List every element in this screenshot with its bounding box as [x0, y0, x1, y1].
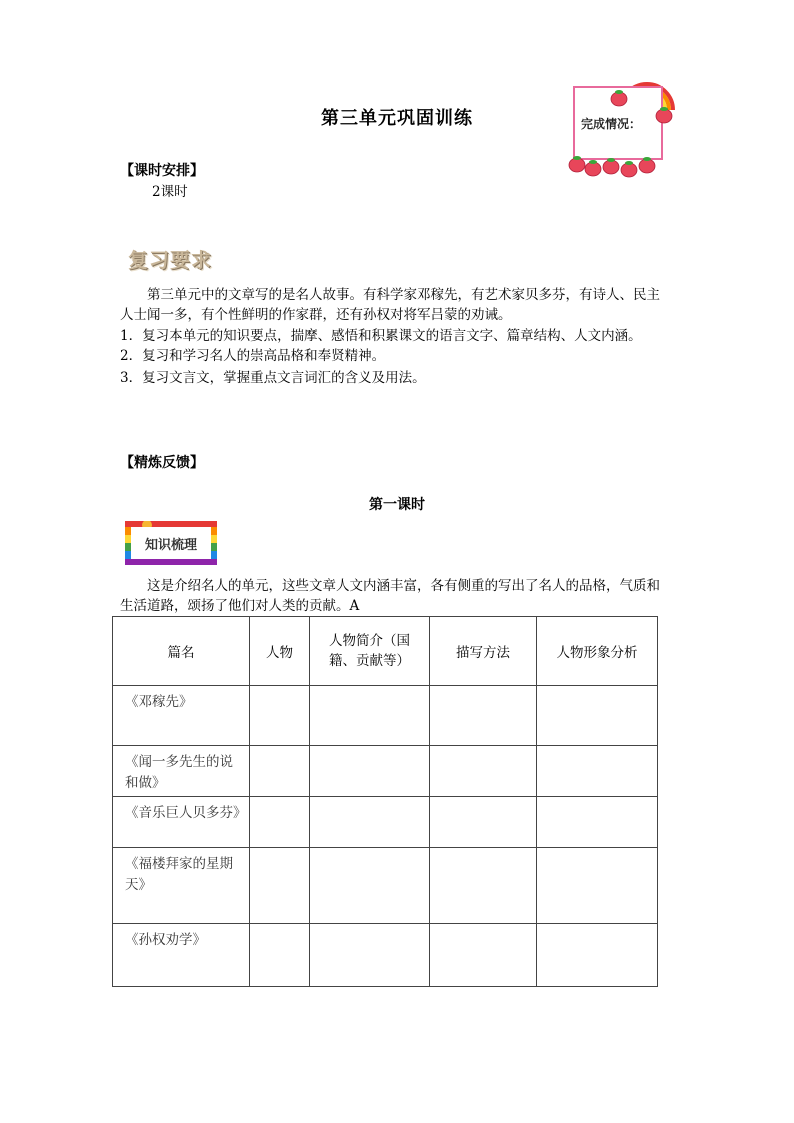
- review-item-3: 3．复习文言文，掌握重点文言词汇的含义及用法。: [120, 370, 426, 386]
- input-cell[interactable]: [250, 848, 310, 924]
- practice-heading: 【精炼反馈】: [120, 455, 204, 471]
- row-title: 《音乐巨人贝多芬》: [113, 797, 250, 848]
- input-cell[interactable]: [430, 746, 537, 797]
- input-cell[interactable]: [250, 797, 310, 848]
- input-cell[interactable]: [430, 848, 537, 924]
- input-cell[interactable]: [537, 848, 658, 924]
- lesson-title: 第一课时: [369, 497, 425, 513]
- header-title: 篇名: [113, 617, 250, 686]
- input-cell[interactable]: [537, 797, 658, 848]
- row-title: 《闻一多先生的说和做》: [113, 746, 250, 797]
- header-profile: 人物简介（国籍、贡献等）: [310, 617, 430, 686]
- input-cell[interactable]: [310, 686, 430, 746]
- review-item-2: 2．复习和学习名人的崇高品格和奉贤精神。: [120, 348, 386, 364]
- schedule-value: 2课时: [152, 184, 188, 200]
- row-title: 《邓稼先》: [113, 686, 250, 746]
- table-header-row: [113, 617, 658, 686]
- input-cell[interactable]: [310, 797, 430, 848]
- input-cell[interactable]: [430, 797, 537, 848]
- input-cell[interactable]: [430, 686, 537, 746]
- input-cell[interactable]: [310, 746, 430, 797]
- summary-table: [112, 616, 658, 987]
- input-cell[interactable]: [537, 924, 658, 987]
- input-cell[interactable]: [310, 848, 430, 924]
- knowledge-heading-box: [131, 527, 211, 559]
- header-method: 描写方法: [430, 617, 537, 686]
- knowledge-heading: 知识梳理: [144, 537, 197, 553]
- completion-badge: [563, 70, 681, 182]
- header-person: 人物: [250, 617, 310, 686]
- table-row: [113, 797, 658, 848]
- row-title: 《福楼拜家的星期天》: [113, 848, 250, 924]
- knowledge-intro: 这是介绍名人的单元，这些文章人文内涵丰富，各有侧重的写出了名人的品格，气质和生活道路，颂扬了他们对人类的贡献。A: [120, 578, 660, 614]
- input-cell[interactable]: [537, 686, 658, 746]
- input-cell[interactable]: [250, 924, 310, 987]
- input-cell[interactable]: [310, 924, 430, 987]
- review-heading: 复习要求: [128, 248, 212, 272]
- schedule-heading: 【课时安排】: [120, 163, 204, 179]
- input-cell[interactable]: [430, 924, 537, 987]
- header-analysis: 人物形象分析: [537, 617, 658, 686]
- table-row: [113, 848, 658, 924]
- page-title: 第三单元巩固训练: [321, 108, 473, 129]
- table-row: [113, 686, 658, 746]
- completion-label: 完成情况：: [581, 117, 642, 131]
- review-item-1: 1．复习本单元的知识要点，揣摩、感悟和积累课文的语言文字、篇章结构、人文内涵。: [120, 328, 642, 344]
- table-row: [113, 746, 658, 797]
- knowledge-heading-frame: [125, 521, 217, 565]
- row-title: 《孙权劝学》: [113, 924, 250, 987]
- review-intro: 第三单元中的文章写的是名人故事。有科学家邓稼先，有艺术家贝多芬，有诗人、民主人士闻一多，有个性鲜明的作家群，还有孙权对将军吕蒙的劝诫。: [120, 287, 660, 323]
- input-cell[interactable]: [250, 746, 310, 797]
- input-cell[interactable]: [537, 746, 658, 797]
- input-cell[interactable]: [250, 686, 310, 746]
- table-row: [113, 924, 658, 987]
